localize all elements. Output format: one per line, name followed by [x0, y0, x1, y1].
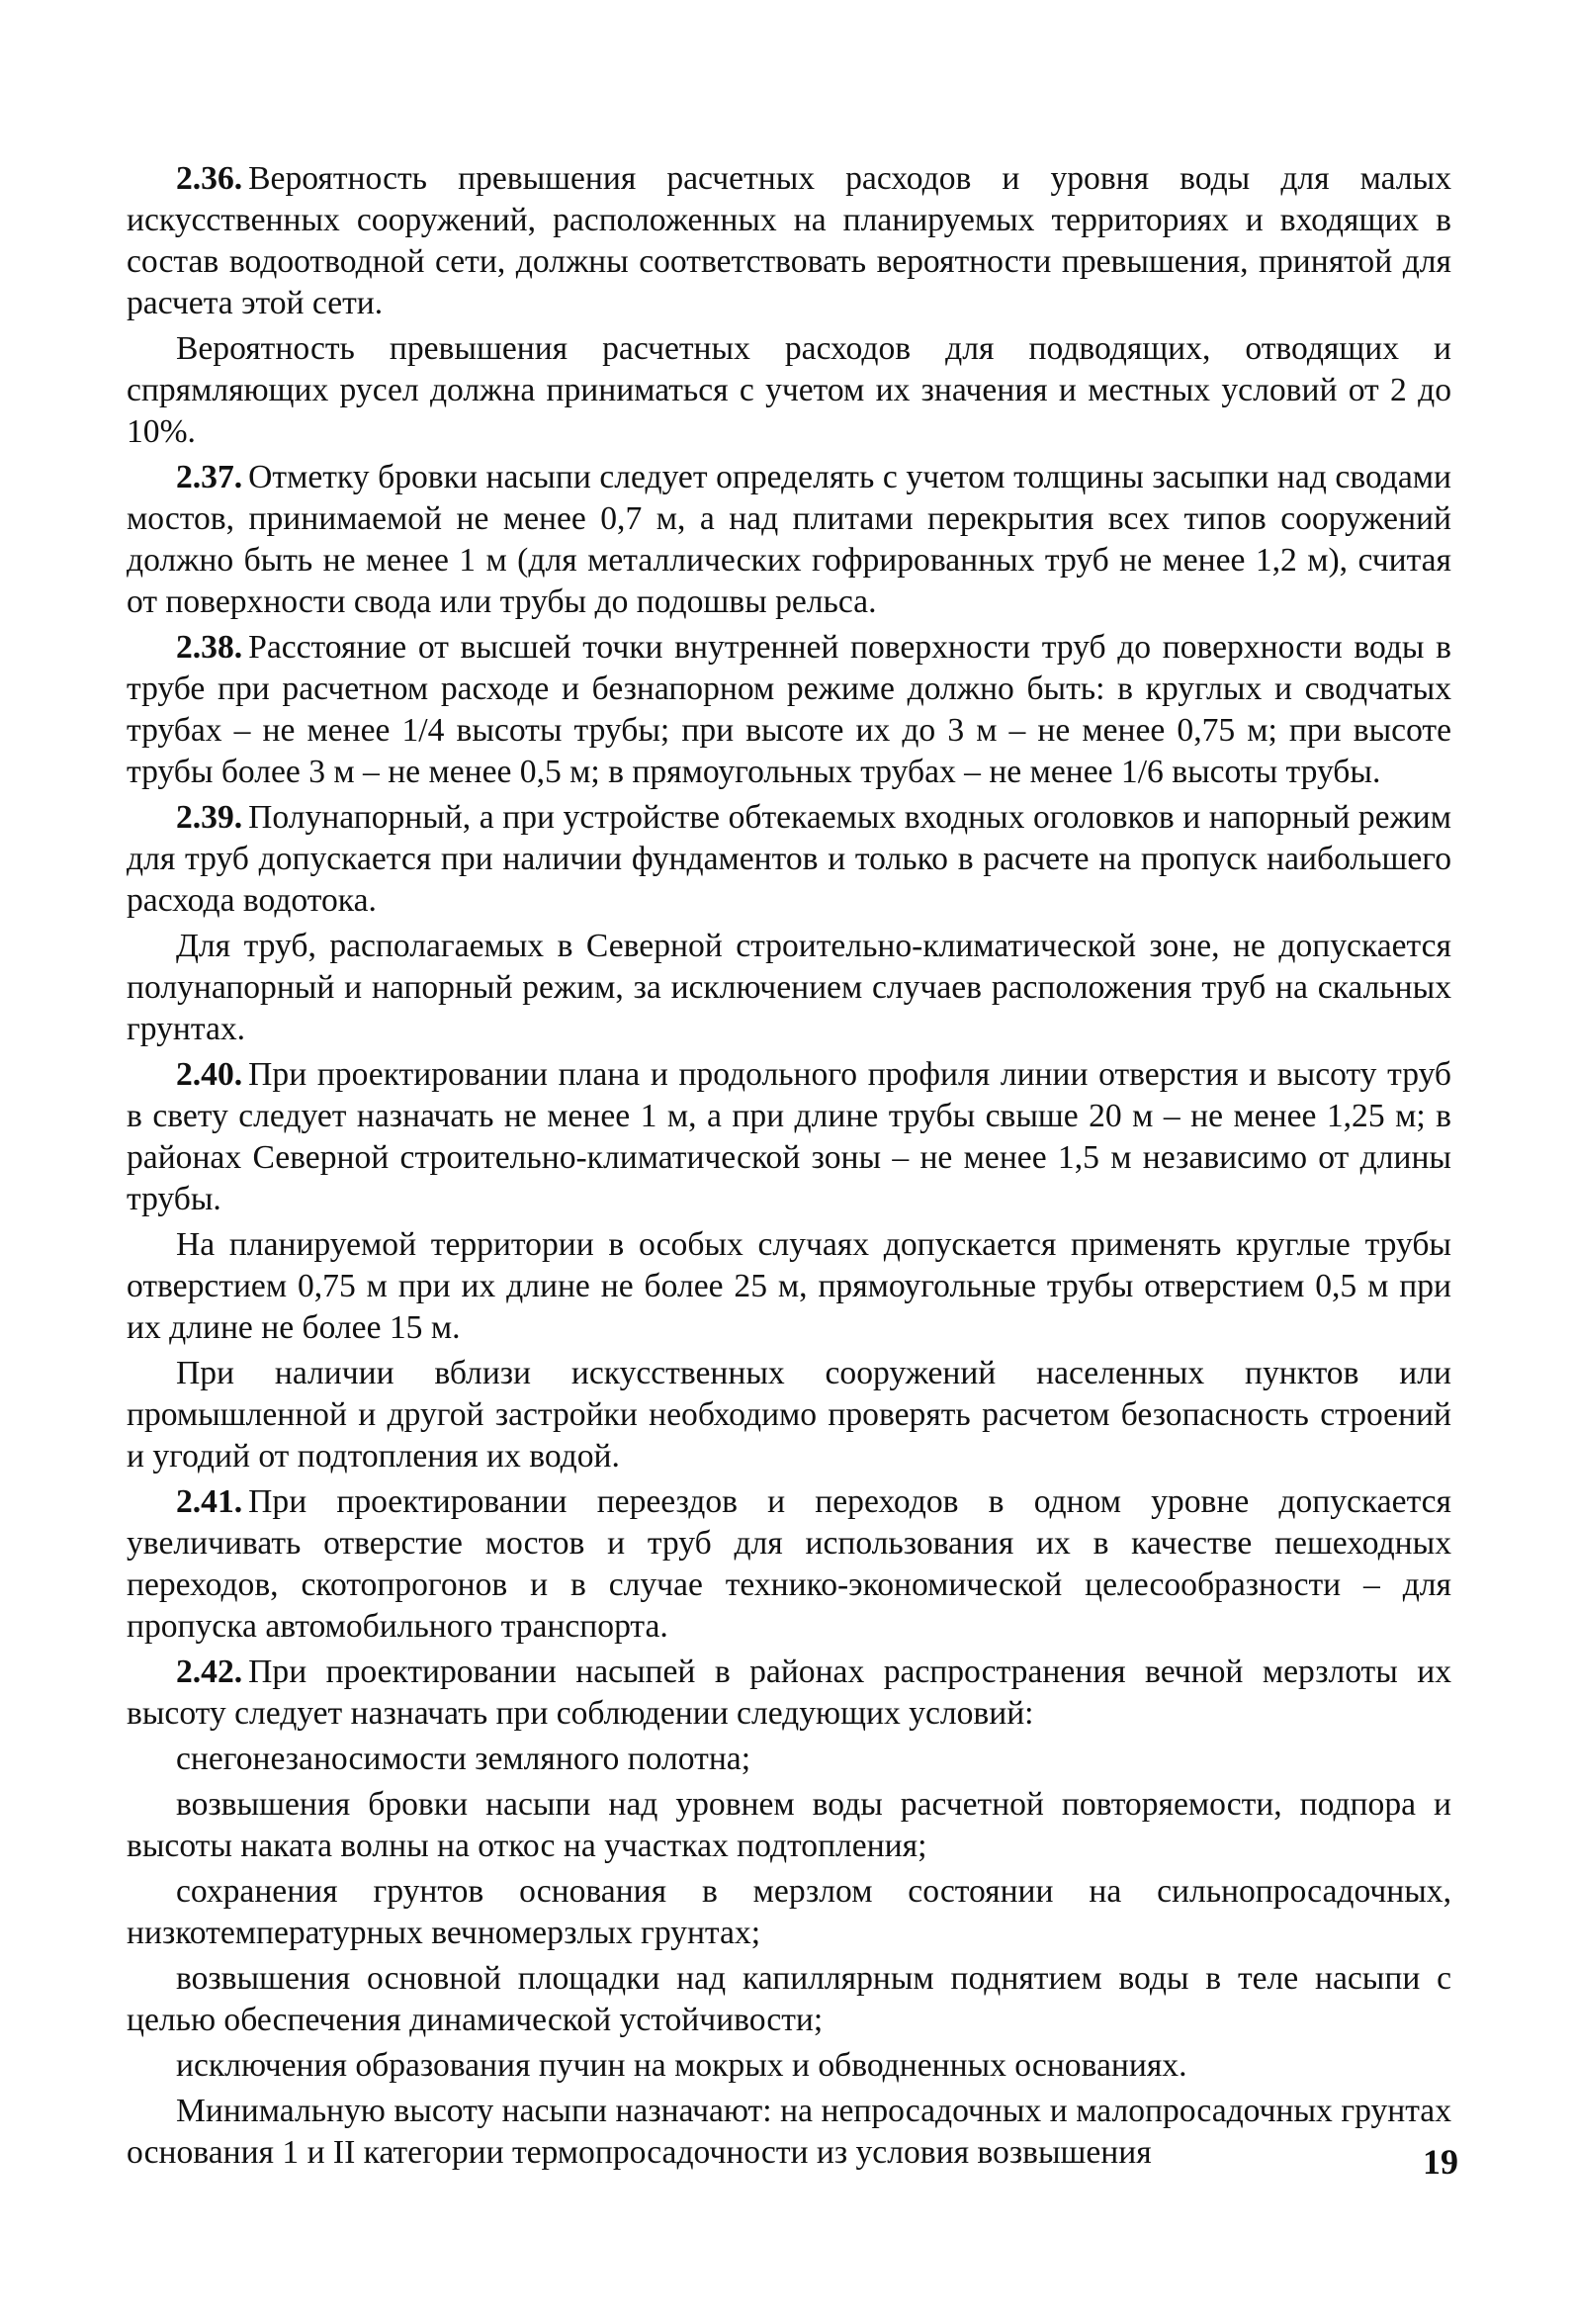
paragraph-text: снегонезаносимости земляного полотна;: [176, 1741, 751, 1777]
body-text: [127, 158, 1451, 2178]
paragraph-2-39: [127, 797, 1451, 922]
list-item: [127, 1958, 1451, 2041]
paragraph-text: Вероятность превышения расчетных расходов для подводящих, отводящих и спрямляющих русел должна приниматься с учетом их значения и местных условий от 2 до 10%.: [127, 330, 1451, 450]
list-item: [127, 1784, 1451, 1867]
paragraph-text: возвышения бровки насыпи над уровнем воды расчетной повторяемости, подпора и высоты наката волны на откос на участках подтопления;: [127, 1786, 1451, 1864]
list-item: [127, 2045, 1451, 2087]
paragraph-text: Расстояние от высшей точки внутренней поверхности труб до поверхности воды в трубе при расчетном расходе и безнапорном режиме должно быть: в круглых и сводчатых трубах – не менее 1/4 высоты трубы; при высоте их до 3 м – не менее 0,75 м; при высоте трубы более 3 м – не менее 0,5 м; в прямоугольных трубах – не менее 1/6 высоты трубы.: [127, 629, 1451, 790]
clause-number: 2.41.: [176, 1483, 243, 1520]
paragraph-text: исключения образования пучин на мокрых и обводненных основаниях.: [176, 2047, 1187, 2084]
paragraph-2-41: [127, 1481, 1451, 1648]
clause-number: 2.39.: [176, 799, 243, 836]
paragraph-2-38: [127, 627, 1451, 793]
paragraph-2-36: [127, 158, 1451, 324]
paragraph-2-40-cont-2: [127, 1353, 1451, 1477]
paragraph-text: Минимальную высоту насыпи назначают: на непросадочных и малопросадочных грунтах основания 1 и II категории термопросадочности из условия возвышения: [127, 2093, 1451, 2171]
paragraph-min-height: [127, 2091, 1451, 2174]
paragraph-2-39-cont: [127, 926, 1451, 1050]
paragraph-text: сохранения грунтов основания в мерзлом состоянии на сильнопросадочных, низкотемпературных вечномерзлых грунтах;: [127, 1873, 1451, 1951]
paragraph-2-40: [127, 1054, 1451, 1220]
paragraph-2-37: [127, 457, 1451, 623]
paragraph-text: возвышения основной площадки над капиллярным поднятием воды в теле насыпи с целью обеспечения динамической устойчивости;: [127, 1960, 1451, 2038]
paragraph-text: Для труб, располагаемых в Северной строительно-климатической зоне, не допускается полунапорный и напорный режим, за исключением случаев расположения труб на скальных грунтах.: [127, 928, 1451, 1047]
paragraph-text: При проектировании переездов и переходов в одном уровне допускается увеличивать отверстие мостов и труб для использования их в качестве пешеходных переходов, скотопрогонов и в случае технико-экономической целесообразности – для пропуска автомобильного транспорта.: [127, 1483, 1451, 1645]
list-item: [127, 1739, 1451, 1780]
paragraph-2-42: [127, 1652, 1451, 1735]
paragraph-text: При наличии вблизи искусственных сооружений населенных пунктов или промышленной и другой застройки необходимо проверять расчетом безопасность строений и угодий от подтопления их водой.: [127, 1355, 1451, 1475]
paragraph-text: На планируемой территории в особых случаях допускается применять круглые трубы отверстием 0,75 м при их длине не более 25 м, прямоугольные трубы отверстием 0,5 м при их длине не более 15 м.: [127, 1226, 1451, 1346]
page-number: 19: [1423, 2142, 1458, 2182]
paragraph-text: Вероятность превышения расчетных расходов и уровня воды для малых искусственных сооружений, расположенных на планируемых территориях и входящих в состав водоотводной сети, должны соответствовать вероятности превышения, принятой для расчета этой сети.: [127, 160, 1451, 321]
clause-number: 2.38.: [176, 629, 243, 666]
paragraph-2-36-cont: [127, 328, 1451, 453]
paragraph-text: Отметку бровки насыпи следует определять с учетом толщины засыпки над сводами мостов, принимаемой не менее 0,7 м, а над плитами перекрытия всех типов сооружений должно быть не менее 1 м (для металлических гофрированных труб не менее 1,2 м), считая от поверхности свода или трубы до подошвы рельса.: [127, 459, 1451, 620]
clause-number: 2.37.: [176, 459, 243, 495]
list-item: [127, 1871, 1451, 1954]
paragraph-text: При проектировании плана и продольного профиля линии отверстия и высоту труб в свету следует назначать не менее 1 м, а при длине трубы свыше 20 м – не менее 1,25 м; в районах Северной строительно-климатической зоны – не менее 1,5 м независимо от длины трубы.: [127, 1056, 1451, 1217]
clause-number: 2.42.: [176, 1654, 243, 1690]
clause-number: 2.40.: [176, 1056, 243, 1093]
clause-number: 2.36.: [176, 160, 243, 197]
paragraph-text: При проектировании насыпей в районах распространения вечной мерзлоты их высоту следует назначать при соблюдении следующих условий:: [127, 1654, 1451, 1732]
paragraph-2-40-cont-1: [127, 1224, 1451, 1349]
paragraph-text: Полунапорный, а при устройстве обтекаемых входных оголовков и напорный режим для труб допускается при наличии фундаментов и только в расчете на пропуск наибольшего расхода водотока.: [127, 799, 1451, 919]
